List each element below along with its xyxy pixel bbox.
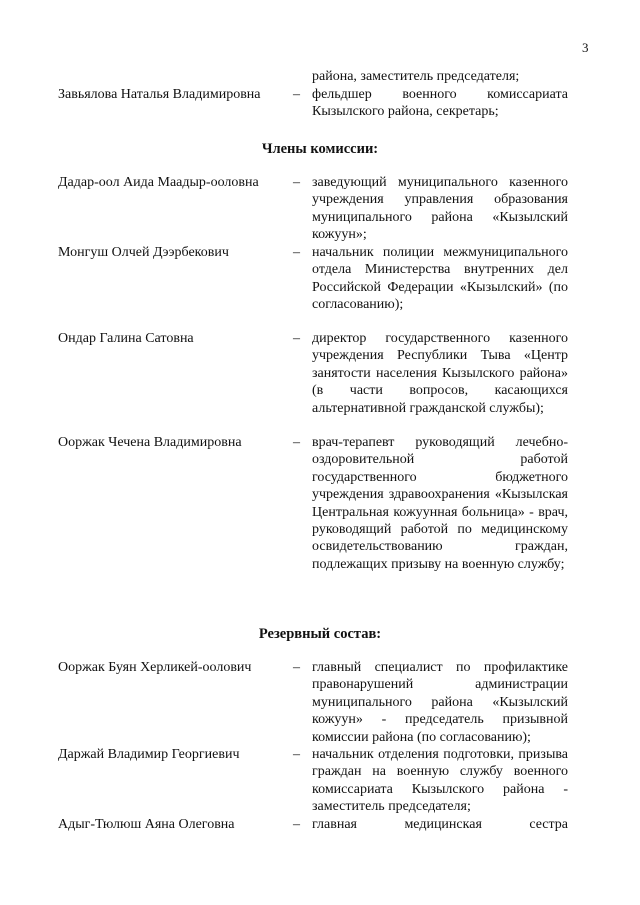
dash-separator: – bbox=[293, 660, 300, 675]
member-role: начальник полиции межмуниципального отдела Министерства внутренних дел Российской Федерации «Кызылский» (по согласованию); bbox=[312, 245, 568, 313]
continuation-text: района, заместитель председателя; bbox=[312, 69, 520, 84]
member-name: Ондар Галина Сатовна bbox=[58, 331, 194, 346]
dash-separator: – bbox=[293, 175, 300, 190]
member-name: Дадар-оол Аида Маадыр-ооловна bbox=[58, 175, 259, 190]
reserve-heading: Резервный состав: bbox=[258, 626, 382, 642]
member-role: начальник отделения подготовки, призыва граждан на военную службу военного комиссариата Кызылского района - заместитель председателя; bbox=[312, 747, 568, 815]
member-role: главная медицинская сестра bbox=[312, 817, 568, 832]
dash-separator: – bbox=[293, 817, 300, 832]
member-role: врач-терапевт руководящий лечебно-оздоровительной работой государственного бюджетного учреждения здравоохранения «Кызылская Центральная кожуунная больница» - врач, руководящий работой по медицинскому освидетельствованию граждан, подлежащих призыву на военную службу; bbox=[312, 435, 568, 572]
page-number: 3 bbox=[582, 40, 589, 55]
member-name: Даржай Владимир Георгиевич bbox=[58, 747, 240, 762]
member-role: директор государственного казенного учреждения Республики Тыва «Центр занятости населения Кызылского района» (в части вопросов, касающихся альтернативной гражданской службы); bbox=[312, 331, 568, 416]
member-name: Монгуш Олчей Дээрбекович bbox=[58, 245, 229, 260]
member-name: Ооржак Чечена Владимировна bbox=[58, 435, 242, 450]
dash-separator: – bbox=[293, 87, 300, 102]
member-role: фельдшер военного комиссариата Кызылского района, секретарь; bbox=[312, 87, 568, 120]
member-name: Адыг-Тюлюш Аяна Олеговна bbox=[58, 817, 235, 832]
member-name: Ооржак Буян Херликей-оолович bbox=[58, 660, 252, 675]
dash-separator: – bbox=[293, 331, 300, 346]
member-role: главный специалист по профилактике правонарушений администрации муниципального района «Кызылский кожуун» - председатель призывной комиссии района (по согласованию); bbox=[312, 660, 568, 745]
member-name: Завьялова Наталья Владимировна bbox=[58, 87, 261, 102]
dash-separator: – bbox=[293, 747, 300, 762]
member-role: заведующий муниципального казенного учреждения управления образования муниципального района «Кызылский кожуун»; bbox=[312, 175, 568, 243]
members-heading: Члены комиссии: bbox=[261, 141, 379, 157]
dash-separator: – bbox=[293, 435, 300, 450]
dash-separator: – bbox=[293, 245, 300, 260]
